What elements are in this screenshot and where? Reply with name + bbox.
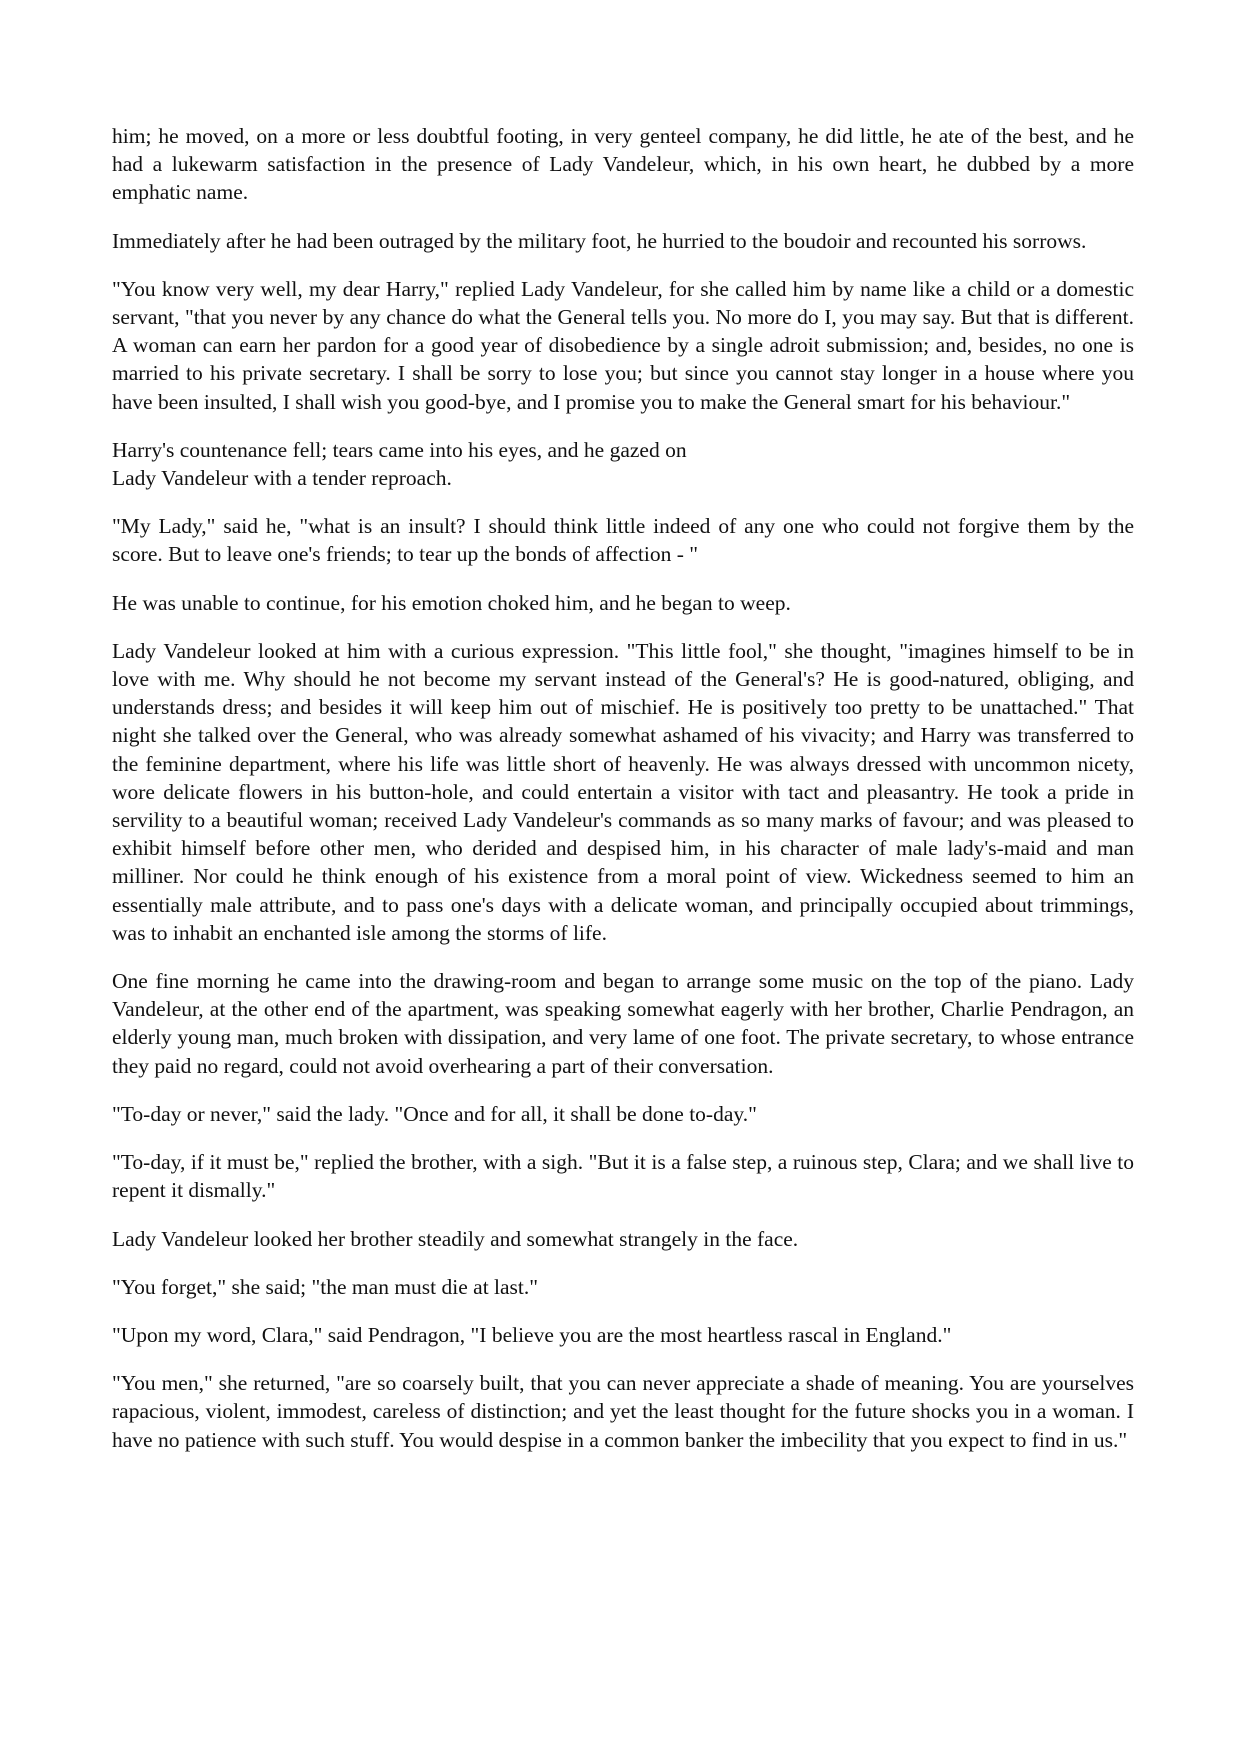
paragraph-11: Lady Vandeleur looked her brother steadily and somewhat strangely in the face. [112,1226,799,1251]
paragraph-2: Immediately after he had been outraged by the military foot, he hurried to the boudoir and recounted his sorrows. [112,228,1087,253]
paragraph-13: "Upon my word, Clara," said Pendragon, "I believe you are the most heartless rascal in England." [112,1322,952,1347]
paragraph-9: "To-day or never," said the lady. "Once and for all, it shall be done to-day." [112,1101,757,1126]
paragraph-8: One fine morning he came into the drawing-room and began to arrange some music on the top of the piano. Lady Vandeleur, at the other end of the apartment, was speaking somewhat eagerly with her brother, Charlie Pendragon, an elderly young man, much broken with dissipation, and very lame of one foot. The private secretary, to whose entrance they paid no regard, could not avoid overhearing a part of their conversation. [112,969,1134,1078]
paragraph-10: "To-day, if it must be," replied the brother, with a sigh. "But it is a false step, a ruinous step, Clara; and we shall live to repent it dismally." [112,1150,1134,1203]
paragraph-4: Harry's countenance fell; tears came into his eyes, and he gazed on Lady Vandeleur with a tender reproach. [112,437,687,491]
paragraph-1: him; he moved, on a more or less doubtful footing, in very genteel company, he did little, he ate of the best, and he had a lukewarm satisfaction in the presence of Lady Vandeleur, which, in his own heart, he dubbed by a more emphatic name. [112,124,1134,205]
document-page [112,122,1134,1474]
paragraph-12: "You forget," she said; "the man must die at last." [112,1274,539,1299]
paragraph-5: "My Lady," said he, "what is an insult? I should think little indeed of any one who could not forgive them by the score. But to leave one's friends; to tear up the bonds of affection - " [112,514,1134,567]
paragraph-3: "You know very well, my dear Harry," replied Lady Vandeleur, for she called him by name like a child or a domestic servant, "that you never by any chance do what the General tells you. No more do I, you may say. But that is different. A woman can earn her pardon for a good year of disobedience by a single adroit submission; and, besides, no one is married to his private secretary. I shall be sorry to lose you; but since you cannot stay longer in a house where you have been insulted, I shall wish you good-bye, and I promise you to make the General smart for his behaviour." [112,276,1134,414]
paragraph-7: Lady Vandeleur looked at him with a curious expression. "This little fool," she thought, "imagines himself to be in love with me. Why should he not become my servant instead of the General's? He is good-natured, obliging, and understands dress; and besides it will keep him out of mischief. He is positively too pretty to be unattached." That night she talked over the General, who was already somewhat ashamed of his vivacity; and Harry was transferred to the feminine department, where his life was little short of heavenly. He was always dressed with uncommon nicety, wore delicate flowers in his button-hole, and could entertain a visitor with tact and pleasantry. He took a pride in servility to a beautiful woman; received Lady Vandeleur's commands as so many marks of favour; and was pleased to exhibit himself before other men, who derided and despised him, in his character of male lady's-maid and man milliner. Nor could he think enough of his existence from a moral point of view. Wickedness seemed to him an essentially male attribute, and to pass one's days with a delicate woman, and principally occupied about trimmings, was to inhabit an enchanted isle among the storms of life. [112,638,1134,945]
paragraph-6: He was unable to continue, for his emotion choked him, and he began to weep. [112,590,791,615]
paragraph-14: "You men," she returned, "are so coarsely built, that you can never appreciate a shade of meaning. You are yourselves rapacious, violent, immodest, careless of distinction; and yet the least thought for the future shocks you in a woman. I have no patience with such stuff. You would despise in a common banker the imbecility that you expect to find in us." [112,1371,1134,1452]
